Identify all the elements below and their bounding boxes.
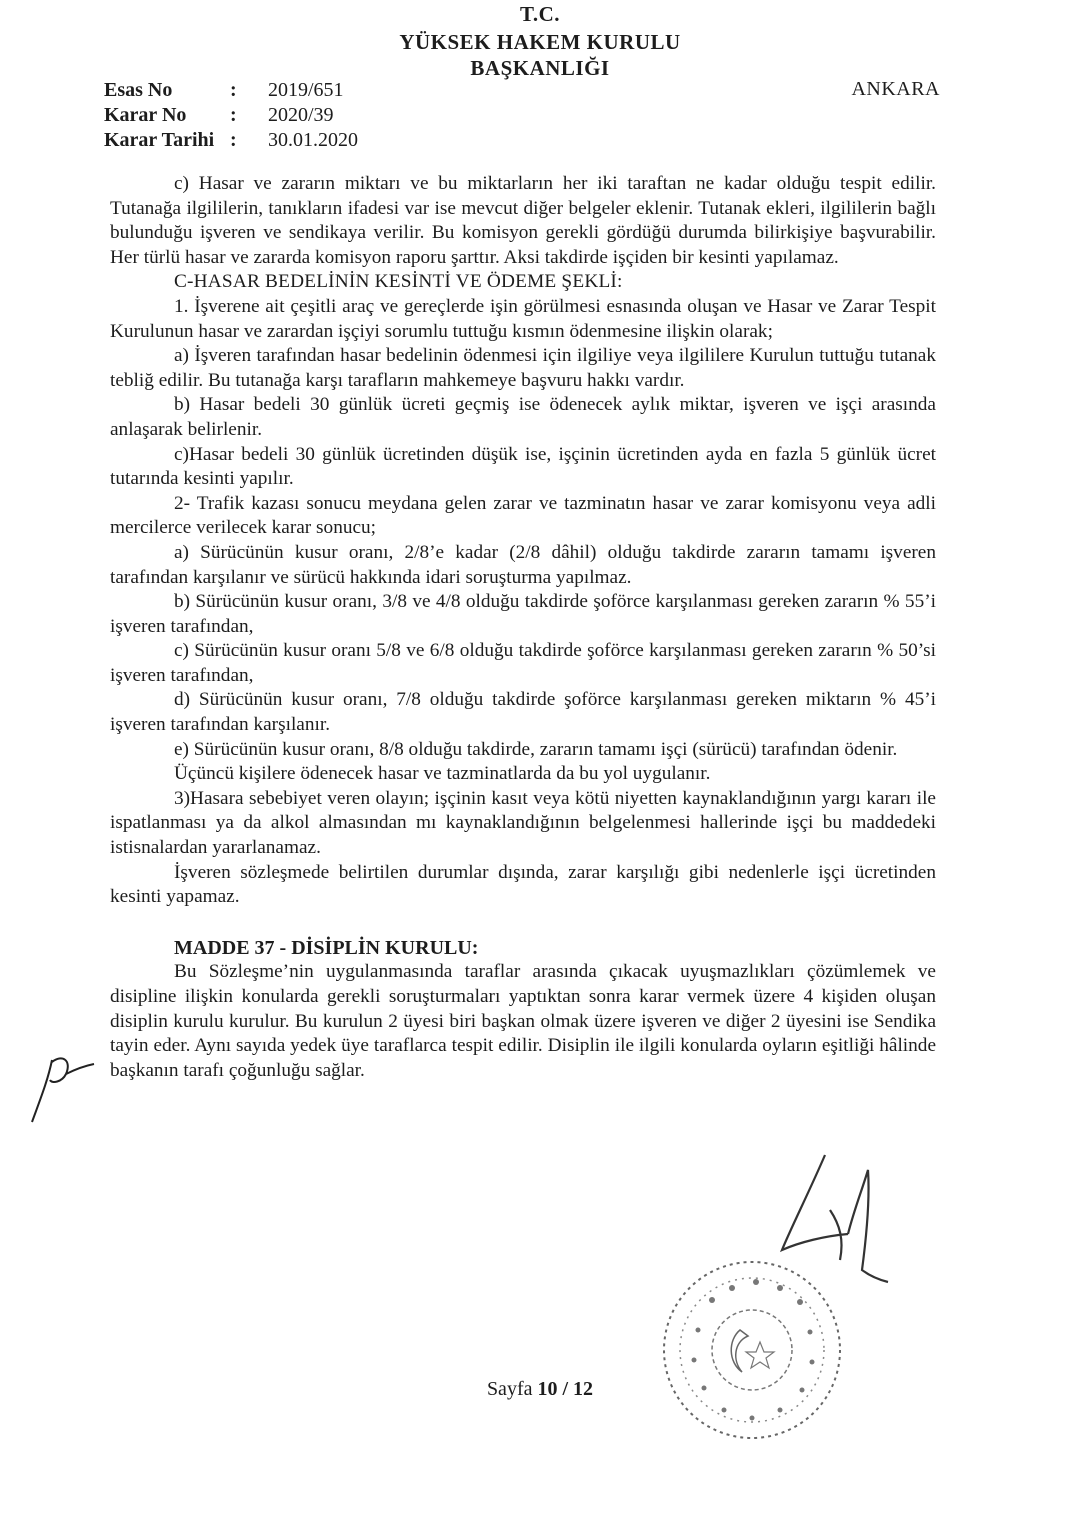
page-number-prefix: Sayfa: [486, 1378, 538, 1400]
meta-karar-value: 2020/39: [268, 104, 334, 126]
spacer: [110, 910, 936, 936]
header-presidency: BAŞKANLIĞI: [470, 56, 610, 80]
document-body: [110, 172, 936, 1083]
meta-esas-row: [104, 78, 344, 102]
paragraph: c) Sürücünün kusur oranı 5/8 ve 6/8 olduğu takdirde şoförce karşılanması gereken zararın % 50’si işveren tarafından,: [110, 640, 936, 686]
meta-esas-value: 2019/651: [268, 79, 344, 101]
meta-tarih-row: [104, 128, 358, 152]
official-seal: [652, 1250, 852, 1450]
paragraph: c) Hasar ve zararın miktarı ve bu miktarların her iki taraftan ne kadar olduğu tespit edilir. Tutanağa ilgililerin, tanıkların ifadesi var ise mevcut diğer belgeler eklenir. Tutanak ekleri, ilgililerin bağlı bulunduğu işveren ve sendikaya verilir. Bu komisyon gerekli gördüğü durumda bilirkişiye başvurabilir. Her türlü hasar ve zararda komisyon raporu şarttır. Aksi takdirde işçiden bir kesinti yapılamaz.: [110, 173, 936, 268]
article-title: MADDE 37 - DİSİPLİN KURULU:: [174, 936, 479, 959]
paragraph: c)Hasar bedeli 30 günlük ücretinden düşük ise, işçinin ücretinden ayda en fazla 5 günlük ücret tutarında kesinti yapılır.: [110, 443, 936, 490]
paragraph: b) Hasar bedeli 30 günlük ücreti geçmiş ise ödenecek aylık miktar, işveren ve işçi arasında anlaşarak belirlenir.: [110, 394, 936, 440]
paragraph: İşveren sözleşmede belirtilen durumlar dışında, zarar karşılığı gibi nedenlerle işçi ücretinden kesinti yapamaz.: [110, 861, 936, 908]
paragraph: b) Sürücünün kusur oranı, 3/8 ve 4/8 olduğu takdirde şoförce karşılanması gereken zararın % 55’i işveren tarafından,: [110, 591, 936, 637]
meta-sep: :: [230, 129, 237, 151]
meta-tarih-label: Karar Tarihi: [104, 129, 215, 151]
meta-karar-row: [104, 103, 334, 127]
meta-tarih-value: 30.01.2020: [268, 129, 358, 151]
signature-initials-left: [22, 1040, 102, 1130]
paragraph: 1. İşverene ait çeşitli araç ve gereçlerde işin görülmesi esnasında oluşan ve Hasar ve Zarar Tespit Kurulunun hasar ve zarardan işçiyi sorumlu tuttuğu kısmın ödenmesine ilişkin olarak;: [110, 295, 936, 342]
meta-sep: :: [230, 104, 237, 126]
paragraph: e) Sürücünün kusur oranı, 8/8 olduğu takdirde, zararın tamamı işçi (sürücü) tarafından ödenir.: [174, 738, 898, 760]
paragraph: Bu Sözleşme’nin uygulanmasında taraflar arasında çıkacak uyuşmazlıkları çözümlemek ve disipline ilişkin konularda gerekli soruşturmaları yaptıktan sonra karar vermek üzere 4 kişiden oluşan disiplin kurulu kurulur. Bu kurulun 2 üyesi biri başkan olmak üzere işveren ve diğer 2 üyesini ise Sendika tayin eder. Aynı sayıda yedek üye taraflarca tespit edilir. Disiplin ile ilgili konularda oyların eşitliği hâlinde başkanın tarafı çoğunluğu sağlar.: [110, 961, 936, 1081]
paragraph: Üçüncü kişilere ödenecek hasar ve tazminatlarda da bu yol uygulanır.: [174, 763, 711, 785]
page-number: [0, 1378, 1080, 1401]
paragraph: a) İşveren tarafından hasar bedelinin ödenmesi için ilgiliye veya ilgililere Kurulun tuttuğu tutanak tebliğ edilir. Bu tutanağa karşı tarafların mahkemeye başvuru hakkı vardır.: [110, 345, 936, 391]
header-institution: YÜKSEK HAKEM KURULU: [399, 30, 681, 54]
meta-sep: :: [230, 79, 237, 101]
header-tc: T.C.: [519, 2, 561, 26]
paragraph: 3)Hasara sebebiyet veren olayın; işçinin kasıt veya kötü niyetten kaynaklandığının yargı kararı ile ispatlanması ya da alkol almasından mı kaynaklandığının belgelenmesi hallerinde işçi bu maddedeki istisnalardan yararlanamaz.: [110, 787, 936, 859]
paragraph: d) Sürücünün kusur oranı, 7/8 olduğu takdirde şoförce karşılanması gereken miktarın % 45’i işveren tarafından karşılanır.: [110, 689, 936, 736]
meta-esas-label: Esas No: [104, 79, 173, 101]
paragraph: 2- Trafik kazası sonucu meydana gelen zarar ve tazminatın hasar ve zarar komisyonu veya adli mercilerce verilecek karar sonucu;: [110, 492, 936, 539]
meta-karar-label: Karar No: [104, 104, 187, 126]
section-heading: C-HASAR BEDELİNİN KESİNTİ VE ÖDEME ŞEKLİ:: [174, 271, 623, 293]
page-number-value: 10 / 12: [537, 1378, 594, 1400]
city-label: ANKARA: [851, 78, 940, 100]
paragraph: a) Sürücünün kusur oranı, 2/8’e kadar (2/8 dâhil) olduğu takdirde zararın tamamı işveren tarafından karşılanır ve sürücü hakkında idari soruşturma yapılmaz.: [110, 541, 936, 588]
